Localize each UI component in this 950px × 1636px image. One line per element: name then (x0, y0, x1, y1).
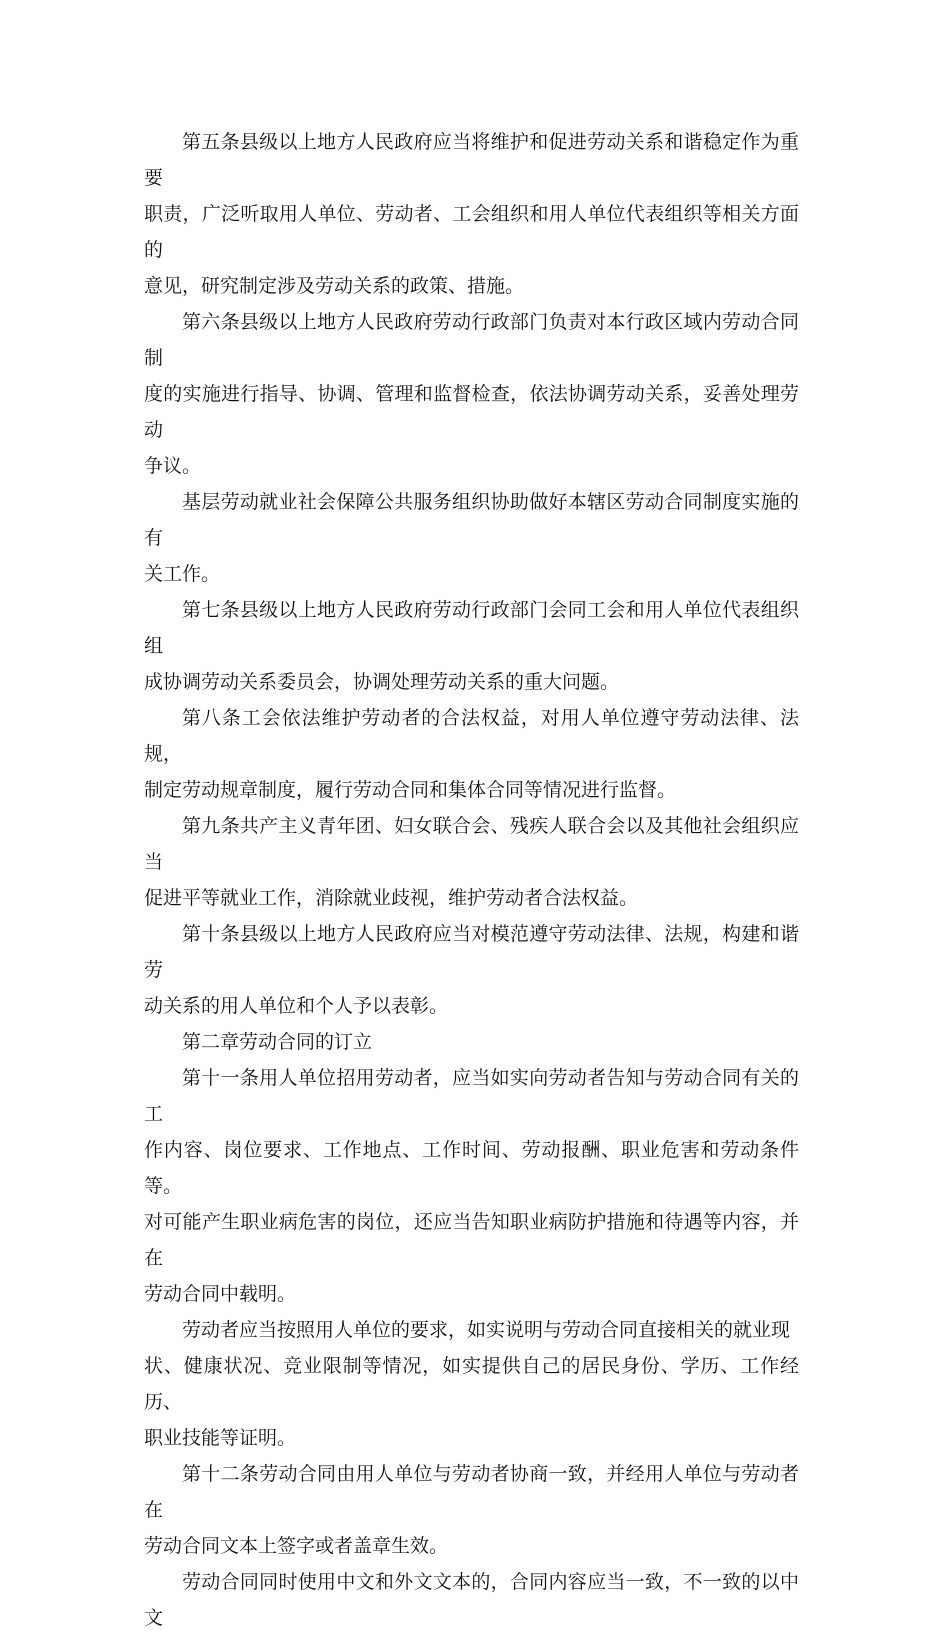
paragraph-line: 第十条县级以上地方人民政府应当对模范遵守劳动法律、法规，构建和谐劳 (144, 923, 799, 981)
paragraph-art7 (144, 592, 799, 700)
paragraph-line: 职责，广泛听取用人单位、劳动者、工会组织和用人单位代表组织等相关方面的 (144, 203, 799, 261)
paragraph-line: 劳动者应当按照用人单位的要求，如实说明与劳动合同直接相关的就业现 (182, 1319, 791, 1341)
paragraph-line: 制定劳动规章制度，履行劳动合同和集体合同等情况进行监督。 (144, 779, 677, 801)
paragraph-line: 作内容、岗位要求、工作地点、工作时间、劳动报酬、职业危害和劳动条件等。 (144, 1139, 799, 1197)
paragraph-line: 对可能产生职业病危害的岗位，还应当告知职业病防护措施和待遇等内容，并在 (144, 1211, 799, 1269)
paragraph-line: 第十二条劳动合同由用人单位与劳动者协商一致，并经用人单位与劳动者在 (144, 1463, 799, 1521)
paragraph-art12b (144, 1564, 799, 1636)
paragraph-line: 劳动合同同时使用中文和外文文本的，合同内容应当一致，不一致的以中文 (144, 1571, 799, 1629)
paragraph-art8 (144, 700, 799, 808)
paragraph-art11b (144, 1312, 799, 1456)
paragraph-line: 第八条工会依法维护劳动者的合法权益，对用人单位遵守劳动法律、法规， (144, 707, 799, 765)
paragraph-line: 争议。 (144, 455, 202, 477)
paragraph-art11 (144, 1060, 799, 1312)
paragraph-line: 基层劳动就业社会保障公共服务组织协助做好本辖区劳动合同制度实施的有 (144, 491, 799, 549)
paragraph-line: 第十一条用人单位招用劳动者，应当如实向劳动者告知与劳动合同有关的工 (144, 1067, 799, 1125)
paragraph-line: 第六条县级以上地方人民政府劳动行政部门负责对本行政区域内劳动合同制 (144, 311, 799, 369)
paragraph-line: 促进平等就业工作，消除就业歧视，维护劳动者合法权益。 (144, 887, 639, 909)
paragraph-art5 (144, 124, 799, 304)
paragraph-art9 (144, 808, 799, 916)
paragraph-art6b (144, 484, 799, 592)
paragraph-line: 第五条县级以上地方人民政府应当将维护和促进劳动关系和谐稳定作为重要 (144, 131, 799, 189)
paragraph-line: 度的实施进行指导、协调、管理和监督检查，依法协调劳动关系，妥善处理劳动 (144, 383, 799, 441)
paragraph-line: 动关系的用人单位和个人予以表彰。 (144, 995, 449, 1017)
paragraph-line: 劳动合同文本上签字或者盖章生效。 (144, 1535, 449, 1557)
paragraph-art10 (144, 916, 799, 1024)
paragraph-line: 职业技能等证明。 (144, 1427, 297, 1449)
paragraph-line: 状、健康状况、竞业限制等情况，如实提供自己的居民身份、学历、工作经历、 (144, 1355, 799, 1413)
paragraph-line: 意见，研究制定涉及劳动关系的政策、措施。 (144, 275, 525, 297)
paragraph-line: 第二章劳动合同的订立 (182, 1031, 373, 1053)
paragraph-line: 第七条县级以上地方人民政府劳动行政部门会同工会和用人单位代表组织组 (144, 599, 799, 657)
document-body (144, 124, 799, 1636)
paragraph-ch2 (144, 1024, 799, 1060)
paragraph-art6 (144, 304, 799, 484)
paragraph-line: 关工作。 (144, 563, 221, 585)
paragraph-art12 (144, 1456, 799, 1564)
paragraph-line: 成协调劳动关系委员会，协调处理劳动关系的重大问题。 (144, 671, 620, 693)
paragraph-line: 劳动合同中载明。 (144, 1283, 297, 1305)
paragraph-line: 第九条共产主义青年团、妇女联合会、残疾人联合会以及其他社会组织应当 (144, 815, 799, 873)
